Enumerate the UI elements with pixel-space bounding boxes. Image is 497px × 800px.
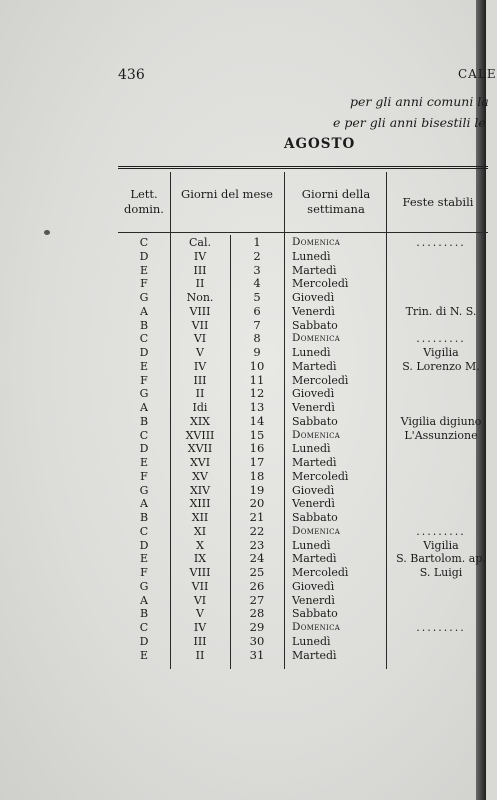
- weekday: Mercoledì: [292, 566, 349, 579]
- weekday: Martedì: [292, 263, 337, 277]
- weekday: Venerdì: [292, 304, 335, 318]
- dominical-letter: B: [139, 607, 149, 621]
- roman-date: III: [193, 263, 207, 277]
- feast: S. Luigi: [419, 566, 463, 579]
- dominical-letter: D: [139, 634, 149, 648]
- weekday: Mercoledì: [292, 469, 349, 483]
- table-row: [118, 291, 488, 305]
- roman-date: XVII: [187, 442, 213, 456]
- calendar-table: [118, 166, 488, 669]
- weekday: Venerdì: [292, 497, 335, 511]
- dominical-letter: A: [140, 497, 148, 511]
- dominical-letter: D: [139, 538, 149, 552]
- dominical-letter: B: [139, 511, 149, 524]
- weekday: Martedì: [292, 552, 337, 566]
- roman-date: XII: [191, 511, 209, 524]
- weekday: Martedì: [292, 456, 337, 469]
- dominical-letter: B: [139, 318, 149, 332]
- dominical-letter: D: [139, 249, 149, 263]
- weekday: Martedì: [292, 359, 337, 373]
- roman-date: II: [195, 648, 205, 662]
- ink-smudge: [44, 230, 50, 235]
- dominical-letter: F: [140, 469, 148, 483]
- table-row: [118, 607, 488, 621]
- day-number: 21: [249, 510, 265, 524]
- roman-date: VI: [193, 332, 207, 346]
- day-number: 26: [249, 578, 265, 593]
- day-number: 4: [253, 276, 261, 291]
- day-number: 30: [249, 633, 265, 648]
- roman-date: V: [196, 607, 204, 621]
- table-row: [118, 525, 488, 539]
- feast: Vigilia: [423, 538, 459, 552]
- table-row: [118, 332, 488, 346]
- day-number: 29: [249, 620, 265, 634]
- table-row: [118, 580, 488, 594]
- month-title: AGOSTO: [284, 136, 356, 152]
- roman-date: X: [196, 538, 204, 552]
- table-row: [118, 387, 488, 401]
- table-row: [118, 429, 488, 443]
- roman-date: VIII: [189, 566, 211, 579]
- feast: .........: [416, 332, 466, 346]
- dominical-letter: E: [139, 648, 149, 662]
- day-number: 20: [249, 496, 265, 511]
- table-row: [118, 277, 488, 291]
- dominical-letter: E: [139, 263, 149, 277]
- day-number: 8: [253, 331, 261, 346]
- running-head: CALE: [458, 67, 497, 81]
- day-number: 12: [249, 386, 265, 401]
- dominical-letter: G: [139, 579, 149, 593]
- table-row: [118, 594, 488, 608]
- table-row: [118, 319, 488, 333]
- day-number: 25: [249, 565, 265, 579]
- day-number: 5: [253, 290, 261, 304]
- weekday: Venerdì: [292, 593, 335, 607]
- weekday: Mercoledì: [292, 373, 349, 387]
- day-number: 31: [249, 647, 265, 662]
- roman-date: II: [195, 387, 205, 401]
- weekday: Sabbato: [292, 511, 338, 524]
- dominical-letter: E: [139, 456, 149, 469]
- feast: S. Bartolom. ap.: [396, 552, 486, 566]
- weekday: Mercoledì: [292, 277, 349, 291]
- weekday: Sabbato: [292, 414, 338, 428]
- day-number: 22: [249, 523, 265, 538]
- roman-date: II: [195, 277, 205, 291]
- table-row: [118, 305, 488, 319]
- day-number: 1: [253, 235, 261, 249]
- table-row: [118, 649, 488, 663]
- day-number: 3: [253, 262, 261, 277]
- intro-line: per gli anni comuni la: [350, 94, 489, 109]
- dominical-letter: E: [139, 552, 149, 566]
- dominical-letter: G: [139, 483, 149, 497]
- dominical-letter: G: [139, 387, 149, 401]
- header-lett-domin: Lett. domin.: [124, 187, 164, 216]
- weekday: Venerdì: [292, 401, 335, 414]
- roman-date: III: [193, 373, 207, 387]
- weekday: Giovedì: [292, 483, 335, 497]
- day-number: 27: [249, 592, 265, 607]
- table-row: [118, 346, 488, 360]
- weekday: Giovedì: [292, 579, 335, 593]
- dominical-letter: E: [139, 359, 149, 373]
- table-row: [118, 621, 488, 635]
- roman-date: V: [196, 346, 204, 359]
- weekday: Lunedì: [292, 634, 331, 648]
- day-number: 13: [249, 400, 265, 414]
- weekday: Domenica: [292, 621, 341, 633]
- roman-date: XIX: [189, 414, 210, 428]
- dominical-letter: F: [140, 277, 148, 291]
- table-row: [118, 360, 488, 374]
- dominical-letter: D: [139, 442, 149, 456]
- dominical-letter: B: [139, 414, 149, 428]
- dominical-letter: A: [140, 593, 148, 607]
- intro-line: e per gli anni bisestili le: [333, 115, 486, 130]
- table-row: [118, 401, 488, 415]
- roman-date: Idi: [192, 401, 208, 414]
- dominical-letter: A: [140, 401, 148, 414]
- roman-date: VII: [191, 579, 209, 593]
- table-row: [118, 552, 488, 566]
- table-row: [118, 566, 488, 580]
- weekday: Giovedì: [292, 387, 335, 401]
- weekday: Lunedì: [292, 346, 331, 359]
- day-number: 16: [249, 441, 265, 456]
- feast: L'Assunzione: [404, 428, 478, 442]
- header-giorni-mese: Giorni del mese: [181, 187, 273, 201]
- feast: .........: [416, 621, 466, 634]
- day-number: 14: [249, 413, 265, 428]
- roman-date: XI: [193, 524, 207, 538]
- feast: Trin. di N. S.: [405, 304, 477, 318]
- day-number: 7: [253, 317, 261, 332]
- feast: .........: [416, 236, 466, 249]
- dominical-letter: G: [139, 291, 149, 304]
- table-row: [118, 511, 488, 525]
- day-number: 17: [249, 455, 265, 469]
- table-row: [118, 470, 488, 484]
- weekday: Lunedì: [292, 442, 331, 456]
- roman-date: XIII: [189, 497, 211, 511]
- table-row: [118, 635, 488, 649]
- weekday: Lunedì: [292, 249, 331, 263]
- table-row: [118, 539, 488, 553]
- weekday: Lunedì: [292, 538, 331, 552]
- feast: S. Lorenzo M.: [402, 359, 480, 373]
- feast: .........: [416, 524, 466, 538]
- roman-date: IV: [193, 249, 207, 263]
- dominical-letter: F: [140, 566, 148, 579]
- weekday: Domenica: [292, 428, 341, 441]
- day-number: 15: [249, 427, 265, 442]
- roman-date: Non.: [186, 291, 214, 304]
- weekday: Domenica: [292, 332, 341, 345]
- table-row: [118, 264, 488, 278]
- table-row: [118, 484, 488, 498]
- dominical-letter: C: [139, 621, 149, 634]
- day-number: 19: [249, 482, 265, 497]
- weekday: Sabbato: [292, 318, 338, 332]
- day-number: 23: [249, 537, 265, 552]
- weekday: Domenica: [292, 236, 341, 248]
- roman-date: III: [193, 634, 207, 648]
- dominical-letter: F: [140, 373, 148, 387]
- roman-date: IX: [193, 552, 207, 566]
- roman-date: XVIII: [185, 428, 215, 442]
- roman-date: IV: [193, 621, 207, 634]
- header-feste-stabili: Feste stabili: [402, 195, 474, 209]
- dominical-letter: C: [139, 428, 149, 442]
- table-row: [118, 497, 488, 511]
- dominical-letter: A: [140, 304, 148, 318]
- day-number: 11: [249, 372, 265, 387]
- page-number: 436: [118, 67, 145, 83]
- day-number: 28: [249, 606, 265, 621]
- dominical-letter: D: [139, 346, 149, 359]
- roman-date: IV: [193, 359, 207, 373]
- day-number: 18: [249, 468, 265, 483]
- roman-date: XVI: [189, 456, 211, 469]
- dominical-letter: C: [139, 236, 149, 249]
- table-row: [118, 415, 488, 429]
- table-row: [118, 236, 488, 250]
- table-row: [118, 456, 488, 470]
- dominical-letter: C: [139, 332, 149, 346]
- day-number: 2: [253, 248, 261, 263]
- roman-date: Cal.: [189, 236, 211, 249]
- feast: Vigilia digiuno: [400, 414, 482, 428]
- roman-date: XV: [192, 469, 208, 483]
- feast: Vigilia: [423, 346, 459, 359]
- table-row: [118, 374, 488, 388]
- roman-date: VI: [193, 593, 207, 607]
- header-giorni-settimana: Giorni della settimana: [301, 187, 371, 216]
- day-number: 24: [249, 551, 265, 566]
- roman-date: XIV: [189, 483, 211, 497]
- day-number: 10: [249, 358, 265, 373]
- weekday: Sabbato: [292, 607, 338, 621]
- weekday: Domenica: [292, 524, 341, 537]
- roman-date: VII: [191, 318, 209, 332]
- table-row: [118, 250, 488, 264]
- day-number: 6: [253, 303, 261, 318]
- dominical-letter: C: [139, 524, 149, 538]
- table-row: [118, 442, 488, 456]
- day-number: 9: [253, 345, 261, 359]
- roman-date: VIII: [189, 304, 211, 318]
- weekday: Giovedì: [292, 291, 335, 304]
- weekday: Martedì: [292, 648, 337, 662]
